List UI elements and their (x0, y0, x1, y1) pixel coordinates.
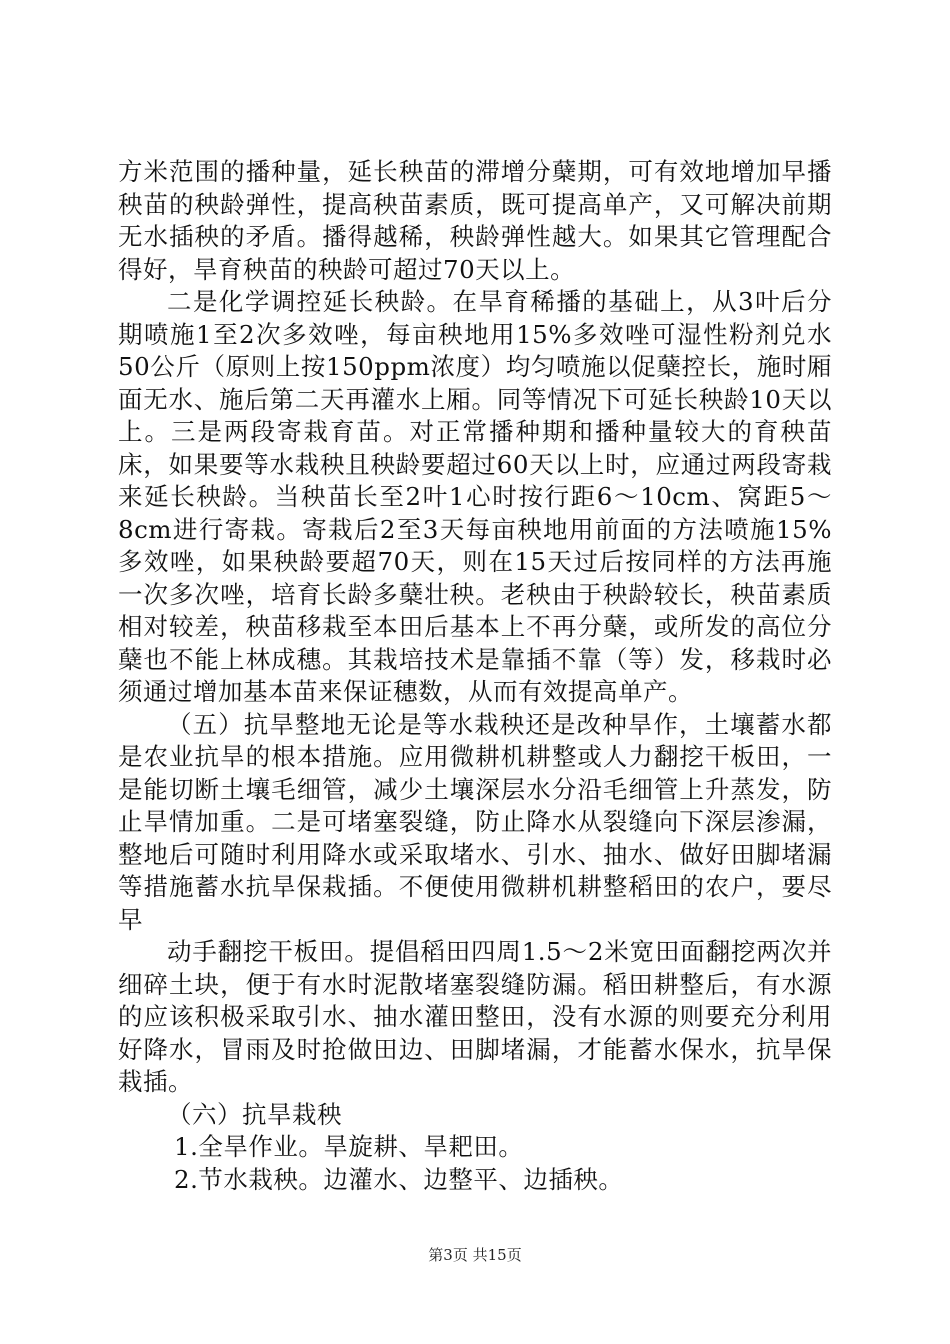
page-number-footer: 第3页 共15页 (428, 1246, 522, 1264)
list-item-full-dry-operation: 1.全旱作业。旱旋耕、旱耙田。 (174, 1132, 524, 1161)
paragraph-drought-land-prep: （五）抗旱整地无论是等水栽秧还是改种旱作，土壤蓄水都是农业抗旱的根本措施。应用微耕机耕整或人力翻挖干板田，一是能切断土壤毛细管，减少土壤深层水分沿毛细管上升蒸发，防止旱情加重。二是可堵塞裂缝，防止降水从裂缝向下深层渗漏，整地后可随时利用降水或采取堵水、引水、抽水、做好田脚堵漏等措施蓄水抗旱保栽插。不便使用微耕机耕整稻田的农户，要尽早 (118, 709, 832, 934)
document-body (118, 156, 832, 1196)
paragraph-dig-dry-fields: 动手翻挖干板田。提倡稻田四周1.5～2米宽田面翻挖两次并细碎土块，便于有水时泥散堵塞裂缝防漏。稻田耕整后，有水源的应该积极采取引水、抽水灌田整田，没有水源的则要充分利用好降水，冒雨及时抢做田边、田脚堵漏，才能蓄水保水，抗旱保栽插。 (118, 937, 832, 1096)
list-item-water-saving-transplant: 2.节水栽秧。边灌水、边整平、边插秧。 (174, 1164, 624, 1194)
paragraph-chemical-control: 二是化学调控延长秧龄。在旱育稀播的基础上，从3叶后分期喷施1至2次多效唑，每亩秧地用15%多效唑可湿性粉剂兑水50公斤（原则上按150ppm浓度）均匀喷施以促蘖控长，施时厢面无水、施后第二天再灌水上厢。同等情况下可延长秧龄10天以上。三是两段寄栽育苗。对正常播种期和播种量较大的育秧苗床，如果要等水栽秧且秧龄要超过60天以上时，应通过两段寄栽来延长秧龄。当秧苗长至2叶1心时按行距6～10cm、窝距5～8cm进行寄栽。寄栽后2至3天每亩秧地用前面的方法喷施15%多效唑，如果秧龄要超70天，则在15天过后按同样的方法再施一次多次唑，培育长龄多蘖壮秧。老秧由于秧龄较长，秧苗素质相对较差，秧苗移栽至本田后基本上不再分蘖，或所发的高位分蘖也不能上林成穗。其栽培技术是靠插不靠（等）发，移栽时必须通过增加基本苗来保证穗数，从而有效提高单产。 (118, 287, 832, 706)
section-heading-drought-transplant: （六）抗旱栽秧 (167, 1099, 342, 1129)
paragraph-seedling-density: 方米范围的播种量，延长秧苗的滞增分蘖期，可有效地增加早播秧苗的秧龄弹性，提高秧苗素质，既可提高单产，又可解决前期无水插秧的矛盾。播得越稀，秧龄弹性越大。如果其它管理配合得好，旱育秧苗的秧龄可超过70天以上。 (118, 157, 832, 284)
